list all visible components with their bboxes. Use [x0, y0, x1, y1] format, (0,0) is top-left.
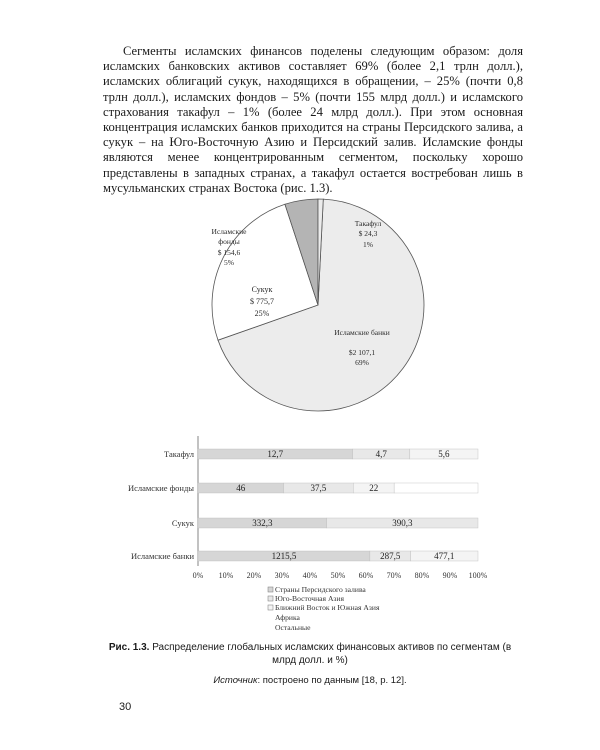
legend-label-gulf: Страны Персидского залива	[275, 585, 366, 594]
bar-data-label: 37,5	[310, 483, 327, 493]
legend-swatch-gulf	[268, 587, 273, 592]
bar-chart	[128, 436, 488, 580]
figure-caption	[100, 641, 520, 667]
body-paragraph: Сегменты исламских финансов поделены следующим образом: доля исламских банковских активов составляет 69% (более 2,1 трлн долл.), исламских облигаций сукук, находящихся в обращении, – 25% (почти 0,8 трлн долл.), исламских фондов – 5% (почти 155 млрд долл.) и исламского страхования такафул – 1% (более 24 млрд долл.). При этом основная концентрация исламских банков приходится на страны Персидского залива, а сукук – на Юго-Восточную Азию и Персидский залив. Исламские фонды являются менее концентрированным сегментом, поскольку хорошо представлены в западных странах, а такафул остается востребован лишь в мусульманских странах Востока (рис. 1.3).	[103, 44, 523, 195]
source-text: : построено по данным [18, р. 12].	[257, 675, 407, 686]
caption-text: Распределение глобальных исламских финансовых активов по сегментам (в млрд долл. и %)	[152, 642, 512, 666]
pie-label-sukuk-value: $ 775,7	[250, 297, 274, 306]
legend	[268, 585, 380, 632]
bar-x-tick-label: 100%	[468, 571, 488, 580]
bar-category-label: Такафул	[164, 449, 194, 459]
page-number: 30	[119, 701, 132, 713]
bar-data-label: 390,3	[392, 518, 413, 528]
bar-data-label: 46	[236, 483, 246, 493]
bar-category-label: Сукук	[171, 518, 194, 528]
pie-label-takaful-name: Такафул	[354, 219, 382, 228]
pie-label-funds-name-1: Исламские	[211, 227, 247, 236]
bar-data-label: 477,1	[434, 551, 455, 561]
bar-category-label: Исламские фонды	[128, 483, 194, 493]
bar-x-tick-label: 30%	[274, 571, 290, 580]
caption-label: Рис. 1.3.	[108, 642, 150, 653]
bar-data-label: 5,6	[438, 449, 450, 459]
bar-x-tick-label: 50%	[330, 571, 346, 580]
bar-rows	[128, 449, 478, 561]
pie-label-takaful-pct: 1%	[363, 240, 373, 249]
bar-segment	[394, 483, 478, 493]
bar-ticks	[193, 571, 488, 580]
source-label: Источник	[213, 675, 258, 686]
bar-x-tick-label: 60%	[358, 571, 374, 580]
legend-label-other: Остальные	[275, 623, 311, 632]
bar-x-tick-label: 10%	[218, 571, 234, 580]
bar-x-tick-label: 40%	[302, 571, 318, 580]
bar-data-label: 22	[369, 483, 379, 493]
bar-data-label: 332,3	[252, 518, 273, 528]
bar-x-tick-label: 70%	[386, 571, 402, 580]
pie-chart	[212, 199, 424, 411]
bar-data-label: 12,7	[267, 449, 284, 459]
bar-x-tick-label: 80%	[414, 571, 430, 580]
figure-source	[100, 675, 520, 686]
bar-x-tick-label: 90%	[442, 571, 458, 580]
pie-label-banks-name: Исламские банки	[334, 328, 390, 337]
bar-data-label: 287,5	[380, 551, 401, 561]
legend-swatch-sea	[268, 596, 273, 601]
legend-label-africa: Африка	[275, 613, 300, 622]
pie-label-funds-name-2: фонды	[218, 237, 240, 246]
bar-data-label: 4,7	[375, 449, 387, 459]
pie-label-banks-pct: 69%	[355, 358, 369, 367]
bar-x-tick-label: 20%	[246, 571, 262, 580]
bar-x-tick-label: 0%	[192, 571, 204, 580]
legend-label-sea: Юго-Восточная Азия	[275, 594, 344, 603]
legend-label-mesa: Ближний Восток и Южная Азия	[275, 603, 380, 612]
bar-data-label: 1215,5	[271, 551, 297, 561]
pie-label-takaful-value: $ 24,3	[358, 229, 378, 238]
pie-label-sukuk-name: Сукук	[251, 285, 273, 294]
pie-label-funds-value: $ 154,6	[217, 248, 241, 257]
bar-category-label: Исламские банки	[131, 551, 194, 561]
pie-label-banks-value: $2 107,1	[348, 348, 376, 357]
legend-swatch-mesa	[268, 605, 273, 610]
pie-label-funds-pct: 5%	[224, 258, 234, 267]
pie-label-sukuk-pct: 25%	[254, 309, 270, 318]
